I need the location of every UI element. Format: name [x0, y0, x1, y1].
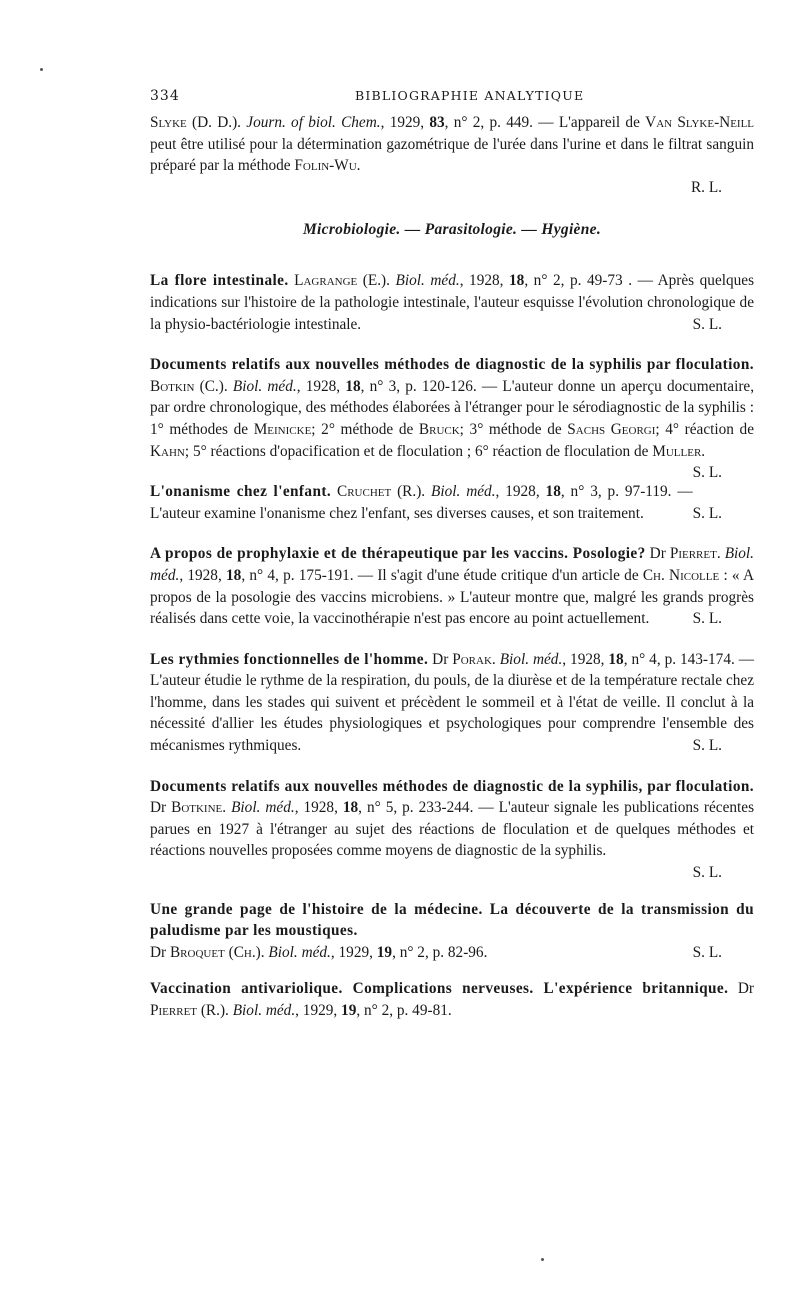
entry-author-prefix: Dr	[150, 943, 170, 961]
entry-text: peut être utilisé pour la détermination gazométrique de l'urée dans l'urine et dans le filtrat sanguin préparé par la méthode	[150, 135, 754, 175]
entry-author: Botkin (C.).	[150, 377, 228, 395]
entry-text: , n° 4, p. 175-191. — Il s'agit d'une étude critique d'un article de	[241, 566, 643, 584]
entry-text: , n° 5, p. 233-244. — L'auteur signale les publications récentes parues en 1927 à l'étranger au sujet des réactions de floculation et de quelques méthodes et réactions nouvelles proposées comme moyens de diagnostic de la syphilis.	[150, 799, 755, 860]
entry-text: .	[356, 157, 361, 175]
entry-text: , 1928,	[296, 377, 346, 395]
entry-person-name: Meinicke	[253, 420, 312, 438]
entry-person-name: Van Slyke-Neill	[645, 114, 755, 131]
entry-volume: 18	[545, 483, 561, 501]
entry-signature: S. L.	[692, 864, 722, 882]
entry-author: Broquet (Ch.).	[169, 943, 265, 961]
bibliography-entry	[150, 354, 755, 482]
running-title: BIBLIOGRAPHIE ANALYTIQUE	[355, 88, 585, 103]
entry-signature: R. L.	[690, 178, 722, 196]
running-header	[150, 88, 754, 112]
entry-author-prefix: Dr	[728, 980, 754, 998]
bibliography-entry	[150, 112, 754, 198]
entry-author: Cruchet (R.).	[337, 483, 426, 501]
entry-text: : « A propos de la posologie des vaccins microbiens. » L'auteur montre que, malgré les grands progrès réalisés dans cette voie, la vaccinothérapie n'est pas encore au point actuellement.	[150, 566, 755, 628]
entry-person-name: Bruck	[418, 420, 460, 438]
entry-author: Lagrange (E.).	[294, 272, 390, 290]
entry-signature: S. L.	[692, 315, 722, 333]
entry-signature: S. L.	[692, 737, 722, 755]
entry-text: ; 2° méthode de	[311, 420, 419, 438]
entry-text: , n° 3, p. 97-119. — L'auteur examine l'onanisme chez l'enfant, ses diverses causes, et son traitement.	[150, 483, 693, 522]
entry-text: , 1929,	[380, 114, 430, 131]
entry-journal: Biol. méd.	[499, 650, 563, 668]
entry-person-name: Folin-Wu	[294, 157, 357, 175]
entry-text: , n° 4, p. 143-174. — L'auteur étudie le rythme de la respiration, du pouls, de la diurèse et de la température rectale chez l'homme, dans les stades qui suivent et précèdent le sommeil et à l'état de veille. Il conclut à la nécessité d'allier les études physiologiques et psychologiques pour comprendre l'ensemble des mécanismes rythmiques.	[150, 650, 755, 755]
entry-text: , 1929,	[330, 943, 377, 961]
document-page	[150, 88, 754, 1022]
entry-text: , 1928,	[294, 799, 343, 817]
entry-text: .	[701, 442, 706, 460]
bibliography-entry	[150, 481, 754, 524]
entry-volume: 18	[509, 272, 525, 290]
entry-author-prefix: Dr	[645, 545, 670, 563]
entry-author-prefix: Dr	[150, 799, 172, 817]
entry-title: Les rythmies fonctionnelles de l'homme.	[150, 650, 429, 668]
entry-person-name: Kahn	[150, 442, 185, 460]
entry-text: , 1928,	[179, 566, 227, 584]
entry-title: A propos de prophylaxie et de thérapeutique par les vaccins. Posologie?	[150, 545, 646, 563]
entry-person-name: Ch. Nicolle	[642, 566, 720, 584]
entry-person-name: Muller	[652, 442, 702, 460]
entry-journal: Biol. méd.	[431, 483, 496, 501]
entry-title: Une grande page de l'histoire de la médecine. La découverte de la transmission du paludisme par les moustiques.	[150, 900, 754, 940]
entry-text: ; 4° réaction de	[655, 420, 754, 438]
entry-volume: 18	[342, 799, 359, 817]
entry-journal: Journ. of biol. Chem.	[246, 114, 381, 131]
page-number: 334	[150, 88, 180, 104]
entry-text: , 1928,	[495, 483, 546, 501]
bibliography-entry	[150, 649, 754, 757]
scan-speck	[40, 68, 43, 71]
entry-journal: Biol. méd.	[268, 943, 331, 961]
entry-signature: S. L.	[692, 943, 722, 961]
entry-author-prefix: Dr	[428, 650, 453, 668]
entry-journal: Biol. méd.	[232, 377, 297, 395]
entry-journal: Biol. méd.	[395, 272, 460, 290]
entry-author: Slyke (D. D.).	[150, 114, 242, 131]
entry-volume: 19	[341, 1002, 357, 1019]
entry-text: , n° 2, p. 49-73 . — Après quelques indications sur l'histoire de la pathologie intestinale, l'auteur esquisse l'évolution chronologique de la physio-bactériologie intestinale.	[150, 272, 755, 333]
entry-title: Vaccination antivariolique. Complications nerveuses. L'expérience britannique.	[150, 980, 729, 998]
entry-journal: Biol. méd.	[231, 799, 295, 817]
bibliography-entry	[150, 270, 754, 335]
entry-author: Porak.	[452, 650, 496, 668]
entry-text: , n° 3, p. 120-126. — L'auteur donne un aperçu documentaire, par ordre chronologique, des méthodes élaborées à l'étranger pour le sérodiagnostic de la syphilis : 1° méthodes de	[150, 377, 755, 438]
bibliography-entry	[150, 899, 754, 964]
entry-signature: S. L.	[692, 464, 722, 482]
entry-volume: 18	[226, 566, 242, 584]
entry-author: Pierret.	[669, 545, 721, 563]
entry-text: , 1928,	[562, 650, 609, 668]
bibliography-entry	[150, 543, 754, 629]
entry-text: , n° 2, p. 82-96.	[392, 943, 488, 961]
entry-signature: S. L.	[692, 504, 722, 522]
entry-volume: 83	[429, 114, 445, 131]
entry-volume: 19	[376, 943, 393, 961]
entry-author: Pierret (R.).	[150, 1002, 229, 1019]
scan-speck	[541, 1258, 544, 1261]
bibliography-entry	[150, 978, 754, 1021]
entry-text: , n° 2, p. 49-81.	[356, 1002, 452, 1019]
entry-text: , 1929,	[295, 1002, 342, 1019]
entry-title: Documents relatifs aux nouvelles méthodes de diagnostic de la syphilis par floculation.	[150, 356, 754, 374]
entry-text: , 1928,	[459, 272, 510, 290]
entry-title: L'onanisme chez l'enfant.	[150, 483, 332, 501]
entry-text: ; 5° réactions d'opacification et de floculation ; 6° réaction de floculation de	[184, 442, 653, 460]
entry-author: Botkine.	[171, 799, 227, 817]
entry-volume: 18	[345, 377, 361, 395]
entry-title: Documents relatifs aux nouvelles méthodes de diagnostic de la syphilis, par floculation.	[150, 777, 754, 795]
entry-person-name: Sachs Georgi	[567, 420, 656, 438]
bibliography-entry	[150, 776, 754, 884]
entry-text: , n° 2, p. 449. — L'appareil de	[444, 114, 646, 131]
entry-volume: 18	[608, 650, 624, 668]
entry-signature: S. L.	[692, 610, 722, 628]
entry-title: La flore intestinale.	[150, 272, 289, 290]
entry-journal: Biol. méd.	[150, 545, 755, 584]
entry-journal: Biol. méd.	[232, 1002, 296, 1019]
section-title: Microbiologie. — Parasitologie. — Hygiène.	[302, 221, 602, 239]
entry-text: ; 3° méthode de	[459, 420, 568, 438]
